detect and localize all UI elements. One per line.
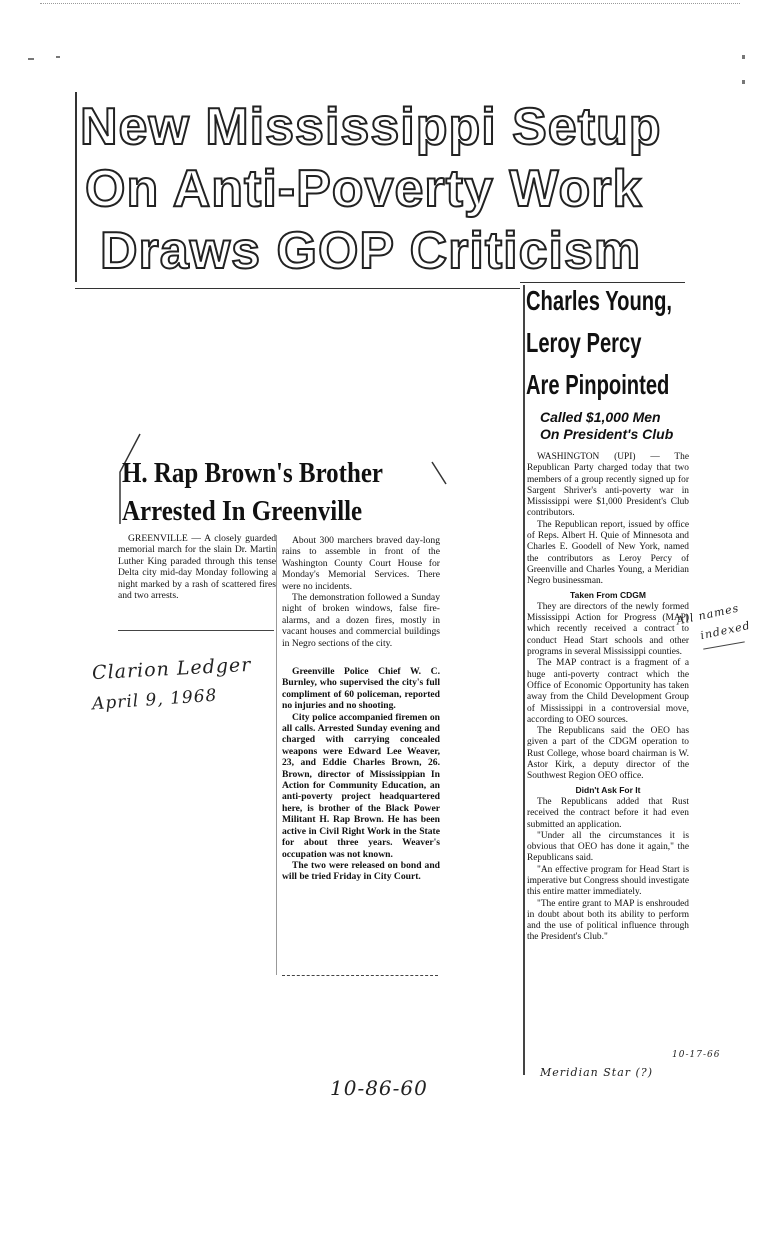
left-headline-line-1: H. Rap Brown's Brother <box>122 457 383 489</box>
left-paragraph: About 300 marchers braved day-long rains to assemble in front of the Washington County Court House for Monday's Memorial Services. There were no incidents. <box>282 535 440 592</box>
scan-speck <box>28 58 34 60</box>
scan-speck <box>56 56 60 58</box>
right-subhead-line-2: On President's Club <box>540 426 674 442</box>
left-article-col-2-bold <box>282 666 440 883</box>
left-paragraph: City police accompanied firemen on all calls. Arrested Sunday evening and charged with carrying concealed weapons were Edward Lee Weaver, 23, and Eddie Charles Brown, 26. Brown, director of Mississippian In Action for Community Education, an anti-poverty project headquartered here, is brother of the Black Power Militant H. Rap Brown. He has been active in Civil Right Work in the State for about three years. Weaver's occupation was not known. <box>282 711 440 860</box>
right-paragraph: WASHINGTON (UPI) — The Republican Party charged today that two members of a group recently signed up for Sargent Shriver's anti-poverty war in Mississippi were $1,000 President's Club contributors. <box>527 452 689 519</box>
scan-speck <box>742 80 745 84</box>
right-paragraph: "An effective program for Head Start is imperative but Congress should investigate this entire matter immediately. <box>527 864 689 898</box>
column-divider-thin <box>276 535 277 975</box>
handwritten-source: Clarion Ledger <box>91 653 252 685</box>
right-paragraph: The Republican report, issued by office of Reps. Albert H. Quie of Minnesota and Charles E. Goodell of New York, named the contributors as Leroy Percy of Greenville and Charles Young, a Meridian Negro businessman. <box>527 519 689 587</box>
right-headline-line-3: Are Pinpointed <box>526 369 670 400</box>
main-headline-line-3: Draws GOP Criticism <box>100 222 642 280</box>
main-headline-line-1: New Mississippi Setup <box>80 98 662 156</box>
left-paragraph: The demonstration followed a Sunday night of broken windows, false fire-alarms, and a dozen fires, mostly in vacant houses and commercial buildings in Negro sections of the city. <box>282 592 440 649</box>
scan-edge-line <box>40 3 740 4</box>
headline-underline-right <box>520 282 685 283</box>
handwritten-meridian-note: Meridian Star (?) <box>540 1066 653 1079</box>
right-paragraph: The Republicans said the OEO has given a part of the CDGM operation to Rust College, whose board chairman is W. Astor Kirk, a deputy director of the Southwest Region OEO office. <box>527 726 689 782</box>
left-article-col-2 <box>282 535 440 649</box>
right-paragraph: The Republicans added that Rust received the contract before it had even submitted an application. <box>527 796 689 830</box>
main-headline-line-2: On Anti-Poverty Work <box>85 160 643 218</box>
right-subhead-line-1: Called $1,000 Men <box>540 409 661 425</box>
handwritten-file-number: 10-86-60 <box>330 1076 428 1100</box>
handwritten-indexed-note: indexed <box>699 618 752 643</box>
column-divider <box>523 285 525 1075</box>
handwritten-date-note: 10-17-66 <box>672 1050 721 1060</box>
left-headline-line-2: Arrested In Greenville <box>122 495 363 527</box>
left-paragraph: GREENVILLE — A closely guarded memorial march for the slain Dr. Martin Luther King paraded through this tense Delta city mid-day Monday following a night marked by a rash of scattered fires and two arrests. <box>118 533 276 602</box>
right-paragraph: They are directors of the newly formed Mississippi Action for Progress (MAP) which recently received a contract to conduct Head Start schools and other programs in several Mississippi counties. <box>527 601 689 658</box>
column-end-rule <box>282 975 438 976</box>
column-end-rule <box>118 630 274 631</box>
handwritten-date: April 9, 1968 <box>91 685 218 715</box>
right-paragraph: "Under all the circumstances it is obvious that OEO has done it again," the Republicans said. <box>527 830 689 864</box>
right-section-heading: Taken From CDGM <box>570 589 646 600</box>
right-article-body <box>527 452 689 944</box>
right-headline-line-2: Leroy Percy <box>526 327 642 358</box>
right-section-heading: Didn't Ask For It <box>575 784 641 795</box>
right-paragraph: The MAP contract is a fragment of a huge anti-poverty contract which the Office of Economic Opportunity has taken away from the Child Development Group of Mississippi in a controversial move, according to OEO sources. <box>527 658 689 725</box>
left-paragraph: The two were released on bond and will be tried Friday in City Court. <box>282 859 440 883</box>
scan-speck <box>742 55 745 59</box>
headline-underline <box>75 288 520 289</box>
handwritten-indexed-note: All names <box>675 601 741 628</box>
right-headline-line-1: Charles Young, <box>526 285 673 316</box>
left-paragraph: Greenville Police Chief W. C. Burnley, who supervised the city's full compliment of 60 policeman, reported no injuries and no shooting. <box>282 666 440 712</box>
right-paragraph: "The entire grant to MAP is enshrouded in doubt about both its ability to perform and the use of political influence through the President's Club." <box>527 898 689 943</box>
handwritten-underline <box>703 641 745 649</box>
left-article-col-1 <box>118 533 276 601</box>
